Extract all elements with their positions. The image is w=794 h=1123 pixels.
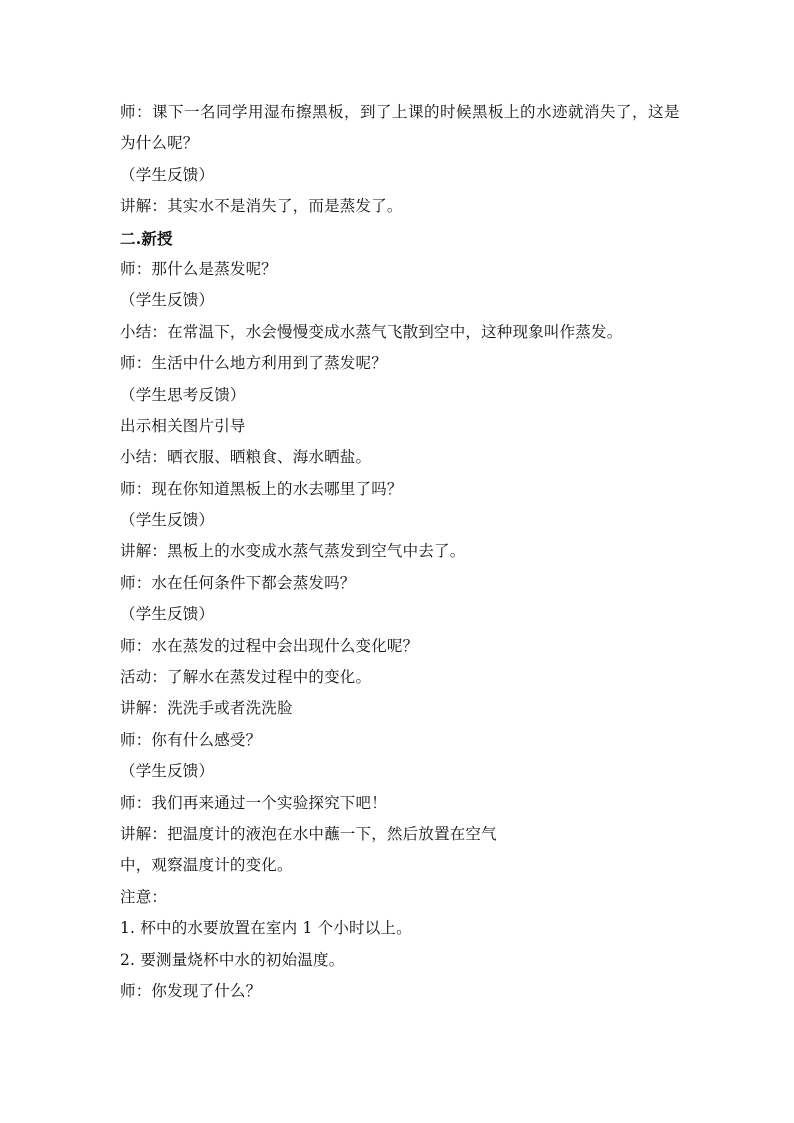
paragraph-line: 师：水在蒸发的过程中会出现什么变化呢？ (120, 636, 419, 655)
paragraph-line: （学生反馈） (120, 165, 215, 184)
section-heading: 二.新授 (120, 228, 173, 248)
list-item: 1. 杯中的水要放置在室内 1 个小时以上。 (120, 919, 412, 938)
paragraph-line: 小结：在常温下，水会慢慢变成水蒸气飞散到空中，这种现象叫作蒸发。 (120, 322, 623, 341)
paragraph-line: 师：那什么是蒸发呢？ (120, 259, 278, 278)
paragraph-line: 讲解：黑板上的水变成水蒸气蒸发到空气中去了。 (120, 542, 466, 561)
paragraph-line: （学生思考反馈） (120, 385, 246, 404)
paragraph-line: （学生反馈） (120, 291, 215, 310)
paragraph-line: 师：我们再来通过一个实验探究下吧！ (120, 793, 387, 812)
paragraph-line: （学生反馈） (120, 605, 215, 624)
paragraph-line: 活动：了解水在蒸发过程中的变化。 (120, 668, 372, 687)
paragraph-line: 讲解：把温度计的液泡在水中蘸一下，然后放置在空气 (120, 824, 497, 843)
paragraph-line: 讲解：其实水不是消失了，而是蒸发了。 (120, 197, 403, 216)
paragraph-line: 师：你有什么感受？ (120, 730, 262, 749)
list-item: 2. 要测量烧杯中水的初始温度。 (120, 950, 345, 969)
paragraph-line: 小结：晒衣服、晒粮食、海水晒盐。 (120, 448, 372, 467)
paragraph-line: 师：课下一名同学用湿布擦黑板，到了上课的时候黑板上的水迹就消失了，这是 (120, 103, 681, 121)
paragraph-line: 中，观察温度计的变化。 (120, 856, 293, 875)
paragraph-line: 出示相关图片引导 (120, 416, 246, 435)
document-page (120, 97, 680, 1007)
paragraph-line: 讲解：洗洗手或者洗洗脸 (120, 699, 293, 718)
paragraph-line: 注意： (120, 887, 168, 906)
paragraph-line: 师：水在任何条件下都会蒸发吗？ (120, 573, 356, 592)
paragraph-line: （学生反馈） (120, 511, 215, 530)
paragraph-line: 师：你发现了什么？ (120, 981, 262, 1000)
paragraph-line: （学生反馈） (120, 762, 215, 781)
paragraph-line: 为什么呢？ (120, 134, 199, 153)
paragraph-line: 师：生活中什么地方利用到了蒸发呢？ (120, 354, 387, 373)
paragraph-line: 师：现在你知道黑板上的水去哪里了吗？ (120, 479, 403, 498)
